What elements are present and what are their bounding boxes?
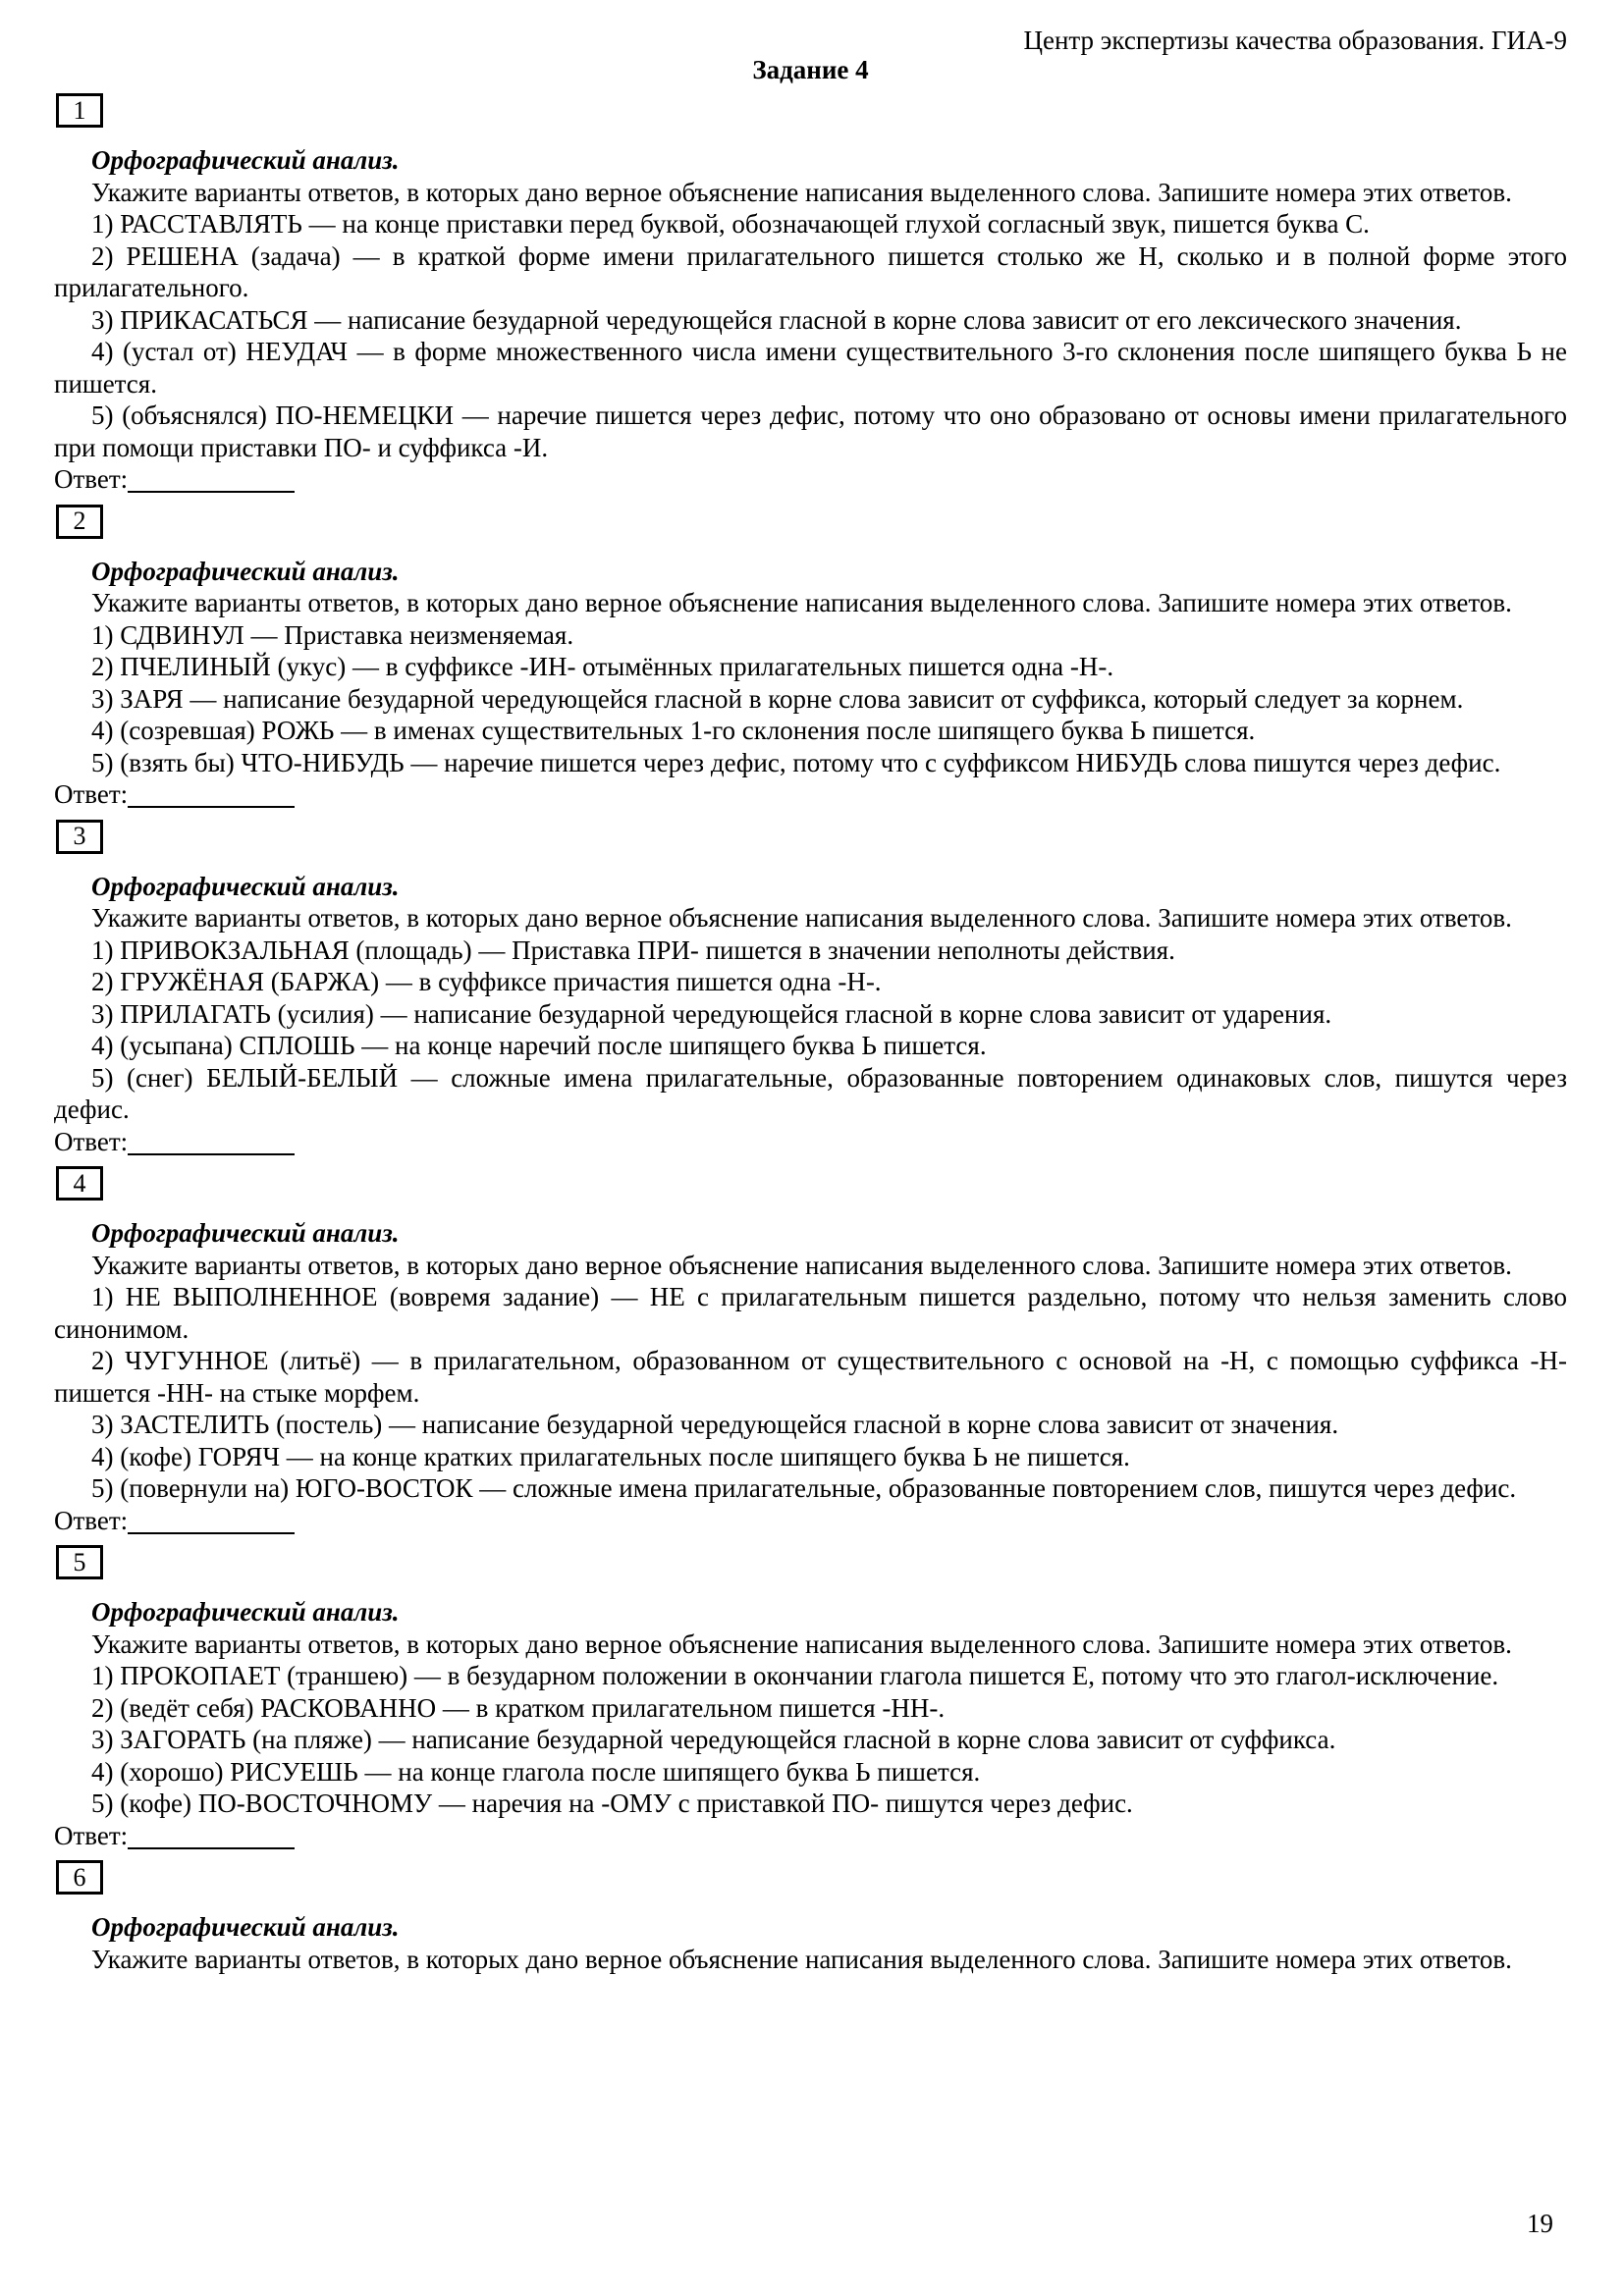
answer-line [54,778,1567,811]
answer-option: 1) РАССТАВЛЯТЬ — на конце приставки перед буквой, обозначающей глухой согласный звук, пишется буква С. [91,209,1370,239]
task-number: 2 [73,507,86,535]
answer-blank [128,1506,295,1534]
answer-option: 3) ЗАРЯ — написание безударной чередующейся гласной в корне слова зависит от суффикса, который следует за корнем. [91,683,1464,714]
answer-line [54,1126,1567,1158]
section-intro: Укажите варианты ответов, в которых дано верное объяснение написания выделенного слова. Запишите номера этих ответов. [91,1944,1512,1974]
answer-label: Ответ: [54,464,129,494]
answer-option: 2) (ведёт себя) РАСКОВАННО — в кратком прилагательном пишется -НН-. [91,1692,946,1723]
task-section-6 [54,1860,1567,1975]
answer-label: Ответ: [54,1505,129,1535]
answer-option: 4) (хорошо) РИСУЕШЬ — на конце глагола после шипящего буква Ь пишется. [91,1756,981,1787]
answer-label: Ответ: [54,1820,129,1850]
page-title: Задание 4 [752,55,869,84]
task-number-box [56,1860,103,1895]
answer-option: 3) ПРИКАСАТЬСЯ — написание безударной чередующейся гласной в корне слова зависит от его лексического значения. [91,304,1462,335]
answer-option: 1) НЕ ВЫПОЛНЕННОЕ (вовремя задание) — НЕ с прилагательным пишется раздельно, потому что нельзя заменить слово синонимом. [54,1282,1567,1344]
answer-label: Ответ: [54,1126,129,1156]
task-number-box [56,505,103,539]
section-intro: Укажите варианты ответов, в которых дано верное объяснение написания выделенного слова. Запишите номера этих ответов. [91,903,1512,933]
task-number: 4 [73,1168,86,1198]
answer-line [54,1505,1567,1537]
answer-option: 3) ЗАСТЕЛИТЬ (постель) — написание безударной чередующейся гласной в корне слова зависит от значения. [91,1410,1339,1439]
answer-option: 1) ПРИВОКЗАЛЬНАЯ (площадь) — Приставка ПРИ- пишется в значении неполноты действия. [91,934,1175,965]
task-number-box [56,820,103,854]
answer-blank [128,1127,295,1155]
task-number-box [56,93,103,128]
section-heading: Орфографический анализ. [91,556,400,586]
answer-option: 1) СДВИНУЛ — Приставка неизменяемая. [91,619,574,650]
answer-option: 4) (созревшая) РОЖЬ — в именах существительных 1-го склонения после шипящего буква Ь пишется. [91,716,1256,745]
section-intro: Укажите варианты ответов, в которых дано верное объяснение написания выделенного слова. Запишите номера этих ответов. [91,588,1512,617]
task-section-2 [54,505,1567,811]
answer-option: 2) ЧУГУННОЕ (литьё) — в прилагательном, образованном от существительного с основой на -Н, с помощью суффикса -Н- пишется -НН- на стыке морфем. [54,1346,1567,1408]
answer-blank [128,464,295,493]
task-number-box [56,1545,103,1579]
task-section-3 [54,820,1567,1158]
section-heading: Орфографический анализ. [91,1218,400,1248]
task-section-4 [54,1166,1567,1536]
answer-option: 2) ПЧЕЛИНЫЙ (укус) — в суффиксе -ИН- отымённых прилагательных пишется одна -Н-. [91,652,1114,681]
section-intro: Укажите варианты ответов, в которых дано верное объяснение написания выделенного слова. Запишите номера этих ответов. [91,1629,1512,1659]
answer-option: 4) (устал от) НЕУДАЧ — в форме множественного числа имени существительного 3-го склонения после шипящего буква Ь не пишется. [54,337,1567,399]
task-section-1 [54,93,1567,496]
section-heading: Орфографический анализ. [91,1597,400,1627]
answer-label: Ответ: [54,779,129,809]
answer-option: 3) ЗАГОРАТЬ (на пляже) — написание безударной чередующейся гласной в корне слова зависит от суффикса. [91,1725,1336,1754]
answer-option: 5) (кофе) ПО-ВОСТОЧНОМУ — наречия на -ОМУ с приставкой ПО- пишутся через дефис. [91,1789,1133,1818]
answer-option: 2) ГРУЖЁНАЯ (БАРЖА) — в суффиксе причастия пишется одна -Н-. [91,967,882,996]
section-heading: Орфографический анализ. [91,145,400,175]
section-heading: Орфографический анализ. [91,1912,400,1942]
answer-option: 1) ПРОКОПАЕТ (траншею) — в безударном положении в окончании глагола пишется Е, потому что это глагол-исключение. [91,1661,1499,1690]
answer-blank [128,779,295,808]
section-intro: Укажите варианты ответов, в которых дано верное объяснение написания выделенного слова. Запишите номера этих ответов. [91,177,1512,207]
answer-option: 5) (повернули на) ЮГО-ВОСТОК — сложные имена прилагательные, образованные повторением слов, пишутся через дефис. [91,1473,1517,1503]
task-number-box [56,1166,103,1201]
answer-option: 4) (усыпана) СПЛОШЬ — на конце наречий после шипящего буква Ь пишется. [91,1031,987,1060]
header-org: Центр экспертизы качества образования. ГИА-9 [1023,26,1567,55]
answer-option: 5) (взять бы) ЧТО-НИБУДЬ — наречие пишется через дефис, потому что с суффиксом НИБУДЬ слова пишутся через дефис. [91,747,1501,777]
page-number: 19 [1527,2209,1553,2238]
task-number: 3 [73,822,86,850]
section-intro: Укажите варианты ответов, в которых дано верное объяснение написания выделенного слова. Запишите номера этих ответов. [91,1250,1512,1280]
task-number: 1 [73,95,86,125]
section-heading: Орфографический анализ. [91,871,400,901]
answer-option: 3) ПРИЛАГАТЬ (усилия) — написание безударной чередующейся гласной в корне слова зависит от ударения. [91,998,1332,1029]
answer-option: 5) (снег) БЕЛЫЙ-БЕЛЫЙ — сложные имена прилагательные, образованные повторением одинаковых слов, пишутся через дефис. [54,1062,1567,1124]
answer-option: 2) РЕШЕНА (задача) — в краткой форме имени прилагательного пишется столько же Н, сколько и в полной форме этого прилагательного. [54,240,1567,302]
answer-line [54,463,1567,496]
answer-blank [128,1821,295,1849]
task-section-5 [54,1545,1567,1851]
answer-option: 4) (кофе) ГОРЯЧ — на конце кратких прилагательных после шипящего буква Ь не пишется. [91,1441,1130,1471]
answer-line [54,1820,1567,1852]
answer-option: 5) (объяснялся) ПО-НЕМЕЦКИ — наречие пишется через дефис, потому что оно образовано от основы имени прилагательного при помощи приставки ПО- и суффикса -И. [54,400,1567,462]
task-number: 6 [73,1862,86,1892]
task-number: 5 [73,1547,86,1576]
